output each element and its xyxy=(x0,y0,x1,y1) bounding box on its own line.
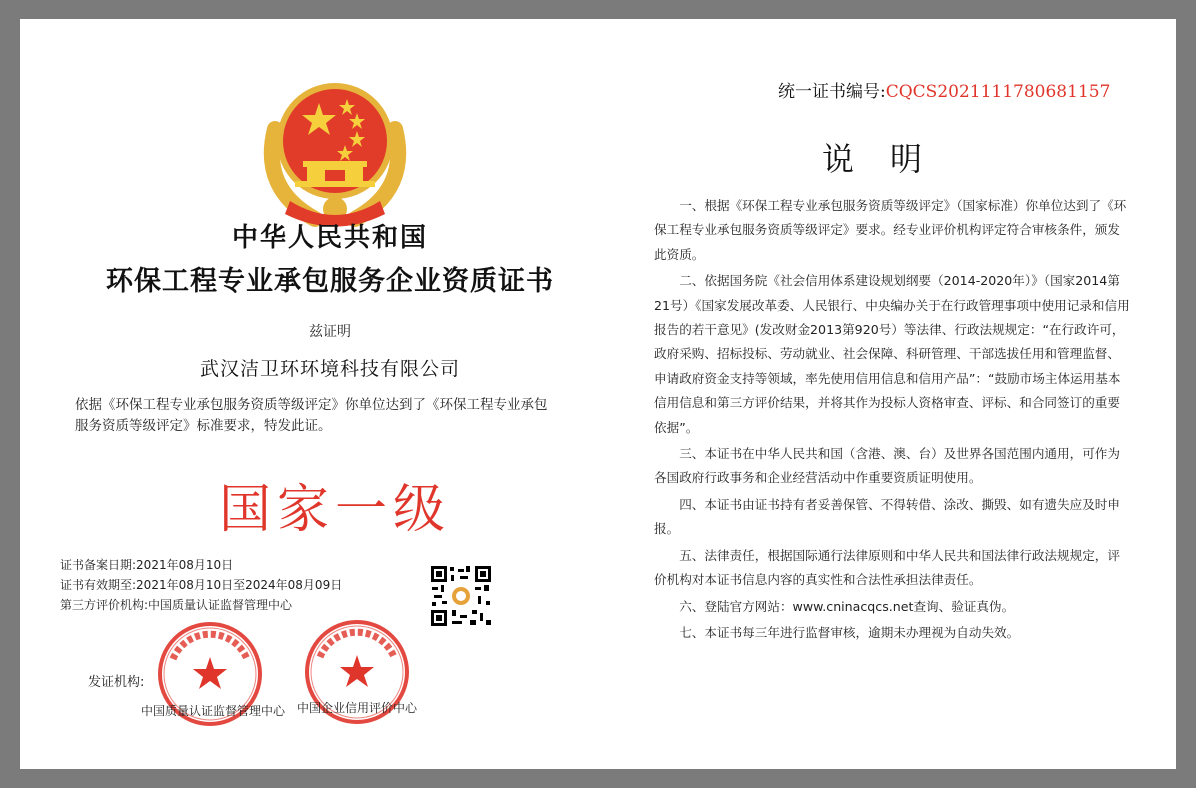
validity-period: 证书有效期至:2021年08月10日至2024年08月09日 xyxy=(60,578,343,592)
certificate-number xyxy=(778,77,1110,102)
note-item: 六、登陆官方网站：www.cninacqcs.net查询、验证真伪。 xyxy=(679,598,1015,614)
grade-level: 国家一级 xyxy=(218,480,451,540)
note-item: 三、本证书在中华人民共和国（含港、澳、台）及世界各国范围内通用，可作为各国政府行政事务和企业经营活动中作重要资质证明使用。 xyxy=(654,446,1120,486)
note-item: 二、依据国务院《社会信用体系建设规划纲要（2014-2020年）》（国家2014第21号）《国家发展改革委、人民银行、中央编办关于在行政管理事项中使用记录和信用报告的若干意见》(发改财金2013第920号）等法律、行政法规规定：“在行政许可，政府采购、招标投标、劳动就业、社会保障、科研管理、干部选拔任用和管理监督、申请政府资金支持等领域，率先使用信用信息和信用产品”：“鼓励市场主体运用基本信用信息和第三方评价结果，并将其作为投标人资格审查、评标、和合同签订的重要依据”。 xyxy=(654,273,1130,435)
national-emblem-icon xyxy=(245,69,425,234)
certificate-title: 环保工程专业承包服务企业资质证书 xyxy=(106,266,554,297)
notes-list xyxy=(654,194,1132,647)
qr-code-icon xyxy=(430,565,492,627)
basis-text: 依据《环保工程专业承包服务资质等级评定》你单位达到了《环保工程专业承包服务资质等级评定》标准要求，特发此证。 xyxy=(75,397,548,434)
certificate-paper xyxy=(20,19,1176,769)
company-name: 武汉洁卫环环境科技有限公司 xyxy=(199,358,460,380)
issuer-label: 发证机构: xyxy=(88,675,145,690)
notes-heading: 说明 xyxy=(821,140,958,178)
third-party-evaluator: 第三方评价机构:中国质量认证监督管理中心 xyxy=(60,598,293,612)
seal-caption-1: 中国质量认证监督管理中心 xyxy=(140,704,285,718)
note-item: 四、本证书由证书持有者妥善保管、不得转借、涂改、撕毁、如有遗失应及时申报。 xyxy=(654,496,1120,537)
seal-caption-2: 中国企业信用评价中心 xyxy=(296,701,417,715)
note-item: 五、法律责任，根据国际通行法律原则和中华人民共和国法律行政法规规定，评价机构对本证书信息内容的真实性和合法性承担法律责任。 xyxy=(654,547,1120,588)
record-date: 证书备案日期:2021年08月10日 xyxy=(60,558,234,572)
certificate-number-label: 统一证书编号: xyxy=(778,82,886,102)
country-name: 中华人民共和国 xyxy=(231,223,428,253)
hereby-label: 兹证明 xyxy=(309,324,351,340)
note-item: 七、本证书每三年进行监督审核，逾期未办理视为自动失效。 xyxy=(679,624,1020,640)
note-item: 一、根据《环保工程专业承包服务资质等级评定》（国家标准）你单位达到了《环保工程专业承包服务资质等级评定》要求。经专业评价机构评定符合审核条件，颁发此资质。 xyxy=(654,198,1127,262)
certificate-number-value: CQCS2021111780681157 xyxy=(885,82,1111,102)
